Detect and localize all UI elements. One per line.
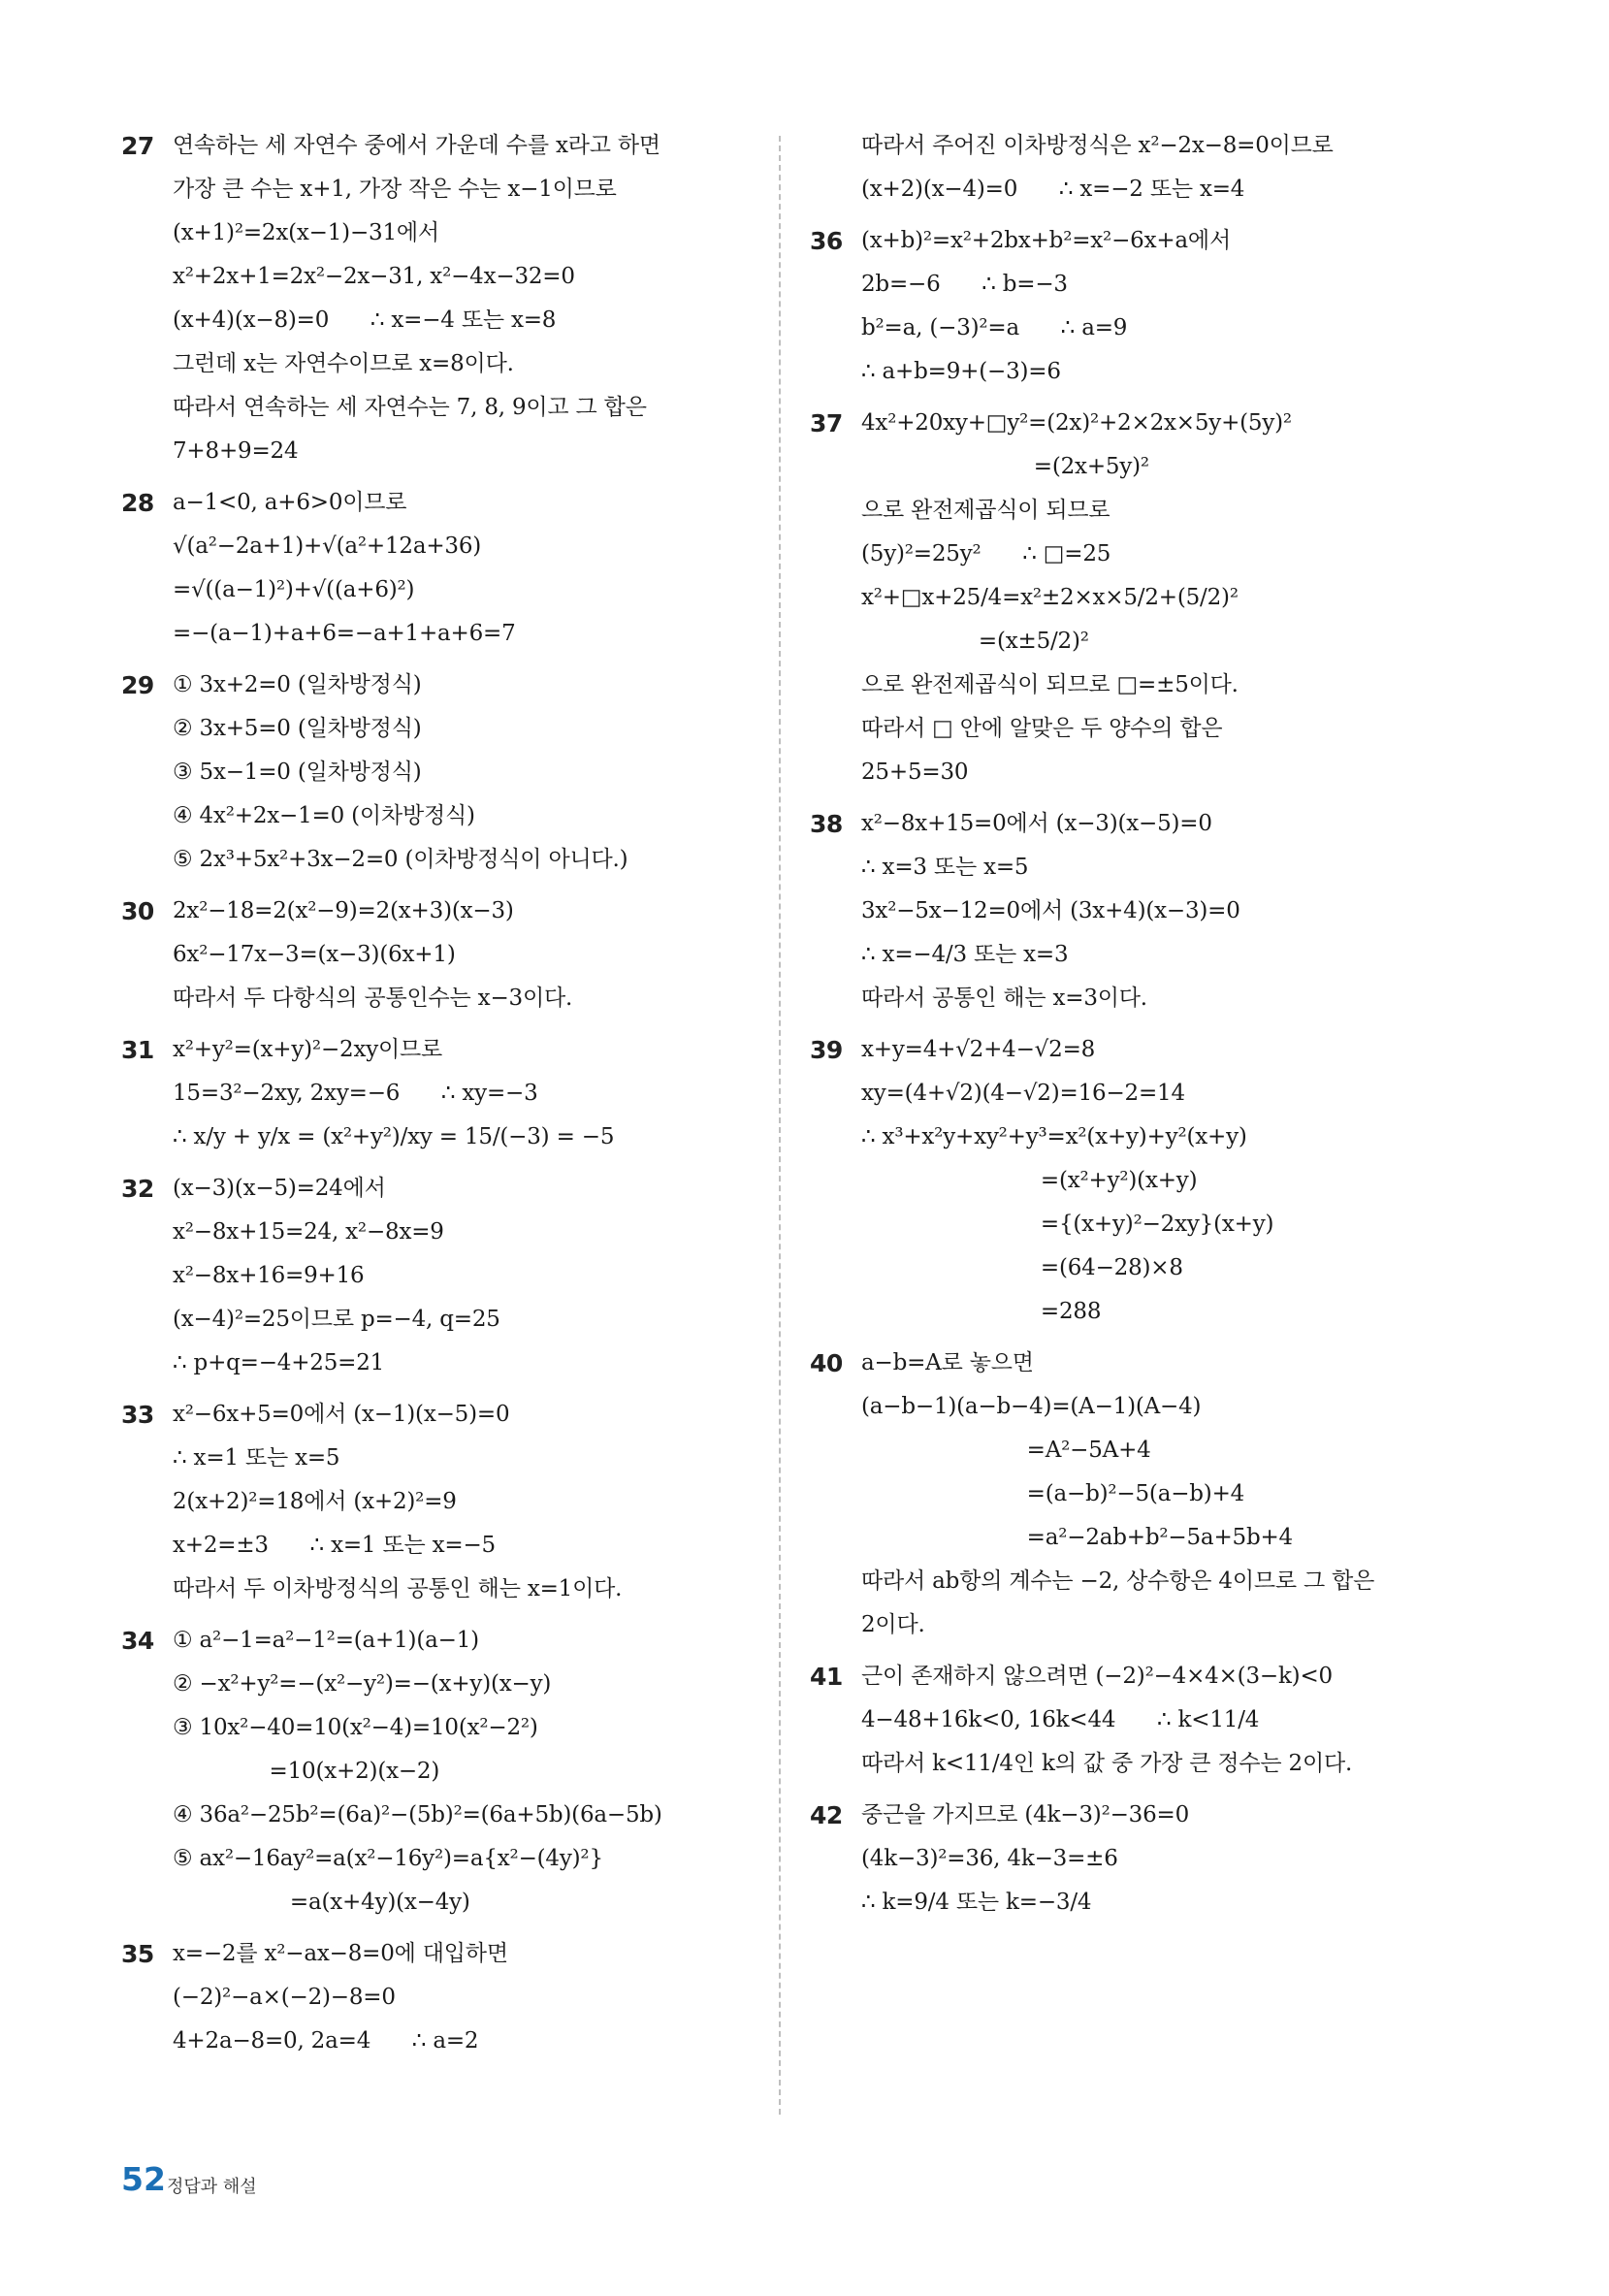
solution-line: x²−8x+16=9+16	[173, 1263, 365, 1288]
solution-line: x²−6x+5=0에서 (x−1)(x−5)=0	[173, 1402, 510, 1427]
problem-31	[121, 1028, 771, 1159]
solution-line: ∴ a+b=9+(−3)=6	[861, 359, 1061, 384]
solution-line: =a(x+4y)(x−4y)	[173, 1890, 470, 1915]
problem-number: 36	[810, 227, 843, 255]
solution-line: (x+4)(x−8)=0 ∴ x=−4 또는 x=8	[173, 307, 557, 333]
left-column	[121, 124, 771, 2071]
solution-line: (x+1)²=2x(x−1)−31에서	[173, 220, 439, 245]
solution-line: 4x²+20xy+□y²=(2x)²+2×2x×5y+(5y)²	[861, 410, 1292, 436]
solution-line: ∴ x/y + y/x = (x²+y²)/xy = 15/(−3) = −5	[173, 1124, 615, 1149]
solution-line: ③ 5x−1=0 (일차방정식)	[173, 760, 422, 785]
solution-line: ∴ p+q=−4+25=21	[173, 1350, 385, 1375]
problem-33	[121, 1393, 771, 1611]
column-divider	[779, 136, 781, 2115]
solution-line: ⑤ 2x³+5x²+3x−2=0 (이차방정식이 아니다.)	[173, 847, 628, 872]
solution-line: 15=3²−2xy, 2xy=−6 ∴ xy=−3	[173, 1081, 538, 1106]
solution-line: ={(x+y)²−2xy}(x+y)	[861, 1212, 1274, 1237]
solution-line: =a²−2ab+b²−5a+5b+4	[861, 1525, 1293, 1550]
problem-41	[810, 1655, 1489, 1786]
solution-line: (−2)²−a×(−2)−8=0	[173, 1985, 396, 2010]
problem-36	[810, 219, 1489, 394]
solution-line: √(a²−2a+1)+√(a²+12a+36)	[173, 534, 482, 559]
problem-number: 28	[121, 489, 154, 517]
solution-line: (5y)²=25y² ∴ □=25	[861, 541, 1111, 566]
solution-line: ④ 36a²−25b²=(6a)²−(5b)²=(6a+5b)(6a−5b)	[173, 1802, 662, 1827]
solution-line: 2x²−18=2(x²−9)=2(x+3)(x−3)	[173, 898, 514, 923]
solution-line: (x+2)(x−4)=0 ∴ x=−2 또는 x=4	[861, 177, 1245, 202]
problem-number: 34	[121, 1627, 154, 1655]
problem-number: 41	[810, 1663, 843, 1691]
problem-number: 38	[810, 810, 843, 838]
solution-line: ② 3x+5=0 (일차방정식)	[173, 716, 422, 741]
problem-35	[121, 1932, 771, 2063]
problem-number: 40	[810, 1349, 843, 1377]
solution-line: x²−8x+15=0에서 (x−3)(x−5)=0	[861, 811, 1212, 836]
solution-line: 3x²−5x−12=0에서 (3x+4)(x−3)=0	[861, 898, 1240, 923]
problem-number: 29	[121, 671, 154, 699]
solution-line: 으로 완전제곱식이 되므로	[861, 498, 1110, 523]
solution-line: ① a²−1=a²−1²=(a+1)(a−1)	[173, 1628, 479, 1653]
solution-line: x²+y²=(x+y)²−2xy이므로	[173, 1037, 443, 1062]
problem-number: 31	[121, 1036, 154, 1064]
solution-line: 2(x+2)²=18에서 (x+2)²=9	[173, 1489, 457, 1514]
solution-line: =(a−b)²−5(a−b)+4	[861, 1481, 1245, 1506]
solution-line: =(64−28)×8	[861, 1255, 1183, 1280]
solution-line: 따라서 공통인 해는 x=3이다.	[861, 986, 1147, 1011]
solution-line: (x+b)²=x²+2bx+b²=x²−6x+a에서	[861, 228, 1231, 253]
solution-line: 따라서 두 다항식의 공통인수는 x−3이다.	[173, 986, 573, 1011]
solution-line: ∴ x=−4/3 또는 x=3	[861, 942, 1069, 967]
solution-line: ③ 10x²−40=10(x²−4)=10(x²−2²)	[173, 1715, 538, 1740]
solution-line: x=−2를 x²−ax−8=0에 대입하면	[173, 1941, 508, 1966]
solution-line: xy=(4+√2)(4−√2)=16−2=14	[861, 1081, 1185, 1106]
footer-label: 정답과 해설	[167, 2177, 257, 2197]
solution-line: 7+8+9=24	[173, 438, 299, 464]
solution-line: a−b=A로 놓으면	[861, 1350, 1034, 1375]
solution-line: 따라서 ab항의 계수는 −2, 상수항은 4이므로 그 합은	[861, 1568, 1375, 1594]
solution-line: 그런데 x는 자연수이므로 x=8이다.	[173, 351, 514, 376]
solution-line: ② −x²+y²=−(x²−y²)=−(x+y)(x−y)	[173, 1671, 552, 1697]
solution-line: 따라서 주어진 이차방정식은 x²−2x−8=0이므로	[861, 133, 1334, 158]
right-column	[810, 124, 1489, 1932]
solution-line: 4+2a−8=0, 2a=4 ∴ a=2	[173, 2028, 479, 2053]
solution-line: (4k−3)²=36, 4k−3=±6	[861, 1846, 1118, 1871]
solution-line: =(x²+y²)(x+y)	[861, 1168, 1198, 1193]
solution-line: x²−8x+15=24, x²−8x=9	[173, 1219, 444, 1245]
solution-line: 25+5=30	[861, 760, 969, 785]
problem-37	[810, 402, 1489, 794]
problem-number: 33	[121, 1401, 154, 1429]
problem-38	[810, 802, 1489, 1020]
solution-line: ∴ x=3 또는 x=5	[861, 855, 1029, 880]
solution-line: ∴ k=9/4 또는 k=−3/4	[861, 1890, 1092, 1915]
problem-39	[810, 1028, 1489, 1334]
solution-line: 연속하는 세 자연수 중에서 가운데 수를 x라고 하면	[173, 133, 660, 158]
solution-line: (a−b−1)(a−b−4)=(A−1)(A−4)	[861, 1394, 1202, 1419]
solution-line: a−1<0, a+6>0이므로	[173, 490, 407, 515]
page-number: 52	[121, 2160, 166, 2198]
problem-number: 27	[121, 132, 154, 160]
solution-line: x²+□x+25/4=x²±2×x×5/2+(5/2)²	[861, 585, 1239, 610]
problem-number: 32	[121, 1175, 154, 1203]
solution-line: 4−48+16k<0, 16k<44 ∴ k<11/4	[861, 1707, 1260, 1732]
problem-number: 39	[810, 1036, 843, 1064]
solution-line: ④ 4x²+2x−1=0 (이차방정식)	[173, 803, 475, 828]
solution-line: x²+2x+1=2x²−2x−31, x²−4x−32=0	[173, 264, 575, 289]
problem-number: 35	[121, 1940, 154, 1968]
solution-line: =(2x+5y)²	[861, 454, 1149, 479]
problem-42	[810, 1794, 1489, 1924]
problem-number: 37	[810, 409, 843, 437]
problem-27	[121, 124, 771, 473]
problem-number: 30	[121, 897, 154, 925]
problem-28	[121, 481, 771, 656]
solution-line: 으로 완전제곱식이 되므로 □=±5이다.	[861, 672, 1239, 697]
problem-number: 42	[810, 1801, 843, 1829]
solution-line: (x−4)²=25이므로 p=−4, q=25	[173, 1307, 500, 1332]
problem-34	[121, 1619, 771, 1924]
solution-line: ∴ x³+x²y+xy²+y³=x²(x+y)+y²(x+y)	[861, 1124, 1247, 1149]
solution-line: b²=a, (−3)²=a ∴ a=9	[861, 315, 1128, 340]
solution-line: 따라서 연속하는 세 자연수는 7, 8, 9이고 그 합은	[173, 395, 647, 420]
solution-line: 2b=−6 ∴ b=−3	[861, 272, 1068, 297]
problem-29	[121, 663, 771, 882]
solution-line: x+2=±3 ∴ x=1 또는 x=−5	[173, 1533, 496, 1558]
solution-line: 따라서 □ 안에 알맞은 두 양수의 합은	[861, 716, 1223, 741]
solution-line: ① 3x+2=0 (일차방정식)	[173, 672, 422, 697]
solution-line: ⑤ ax²−16ay²=a(x²−16y²)=a{x²−(4y)²}	[173, 1846, 603, 1871]
problem-30	[121, 889, 771, 1020]
solution-line: ∴ x=1 또는 x=5	[173, 1445, 340, 1471]
solution-line: 2이다.	[861, 1612, 925, 1637]
solution-line: (x−3)(x−5)=24에서	[173, 1176, 386, 1201]
solution-line: =A²−5A+4	[861, 1438, 1151, 1463]
solution-line: =−(a−1)+a+6=−a+1+a+6=7	[173, 621, 516, 646]
solution-line: 중근을 가지므로 (4k−3)²−36=0	[861, 1802, 1190, 1827]
problem-32	[121, 1167, 771, 1385]
solution-line: 가장 큰 수는 x+1, 가장 작은 수는 x−1이므로	[173, 177, 617, 202]
solution-line: =10(x+2)(x−2)	[173, 1759, 440, 1784]
problem-continued	[810, 124, 1489, 211]
solution-line: =√((a−1)²)+√((a+6)²)	[173, 577, 415, 602]
solution-line: 6x²−17x−3=(x−3)(6x+1)	[173, 942, 456, 967]
solution-line: 따라서 두 이차방정식의 공통인 해는 x=1이다.	[173, 1576, 623, 1601]
problem-40	[810, 1342, 1489, 1647]
solution-line: =288	[861, 1299, 1102, 1324]
solution-line: 따라서 k<11/4인 k의 값 중 가장 큰 정수는 2이다.	[861, 1751, 1353, 1776]
solution-line: x+y=4+√2+4−√2=8	[861, 1037, 1096, 1062]
solution-line: 근이 존재하지 않으려면 (−2)²−4×4×(3−k)<0	[861, 1664, 1333, 1689]
solution-line: =(x±5/2)²	[861, 629, 1089, 654]
